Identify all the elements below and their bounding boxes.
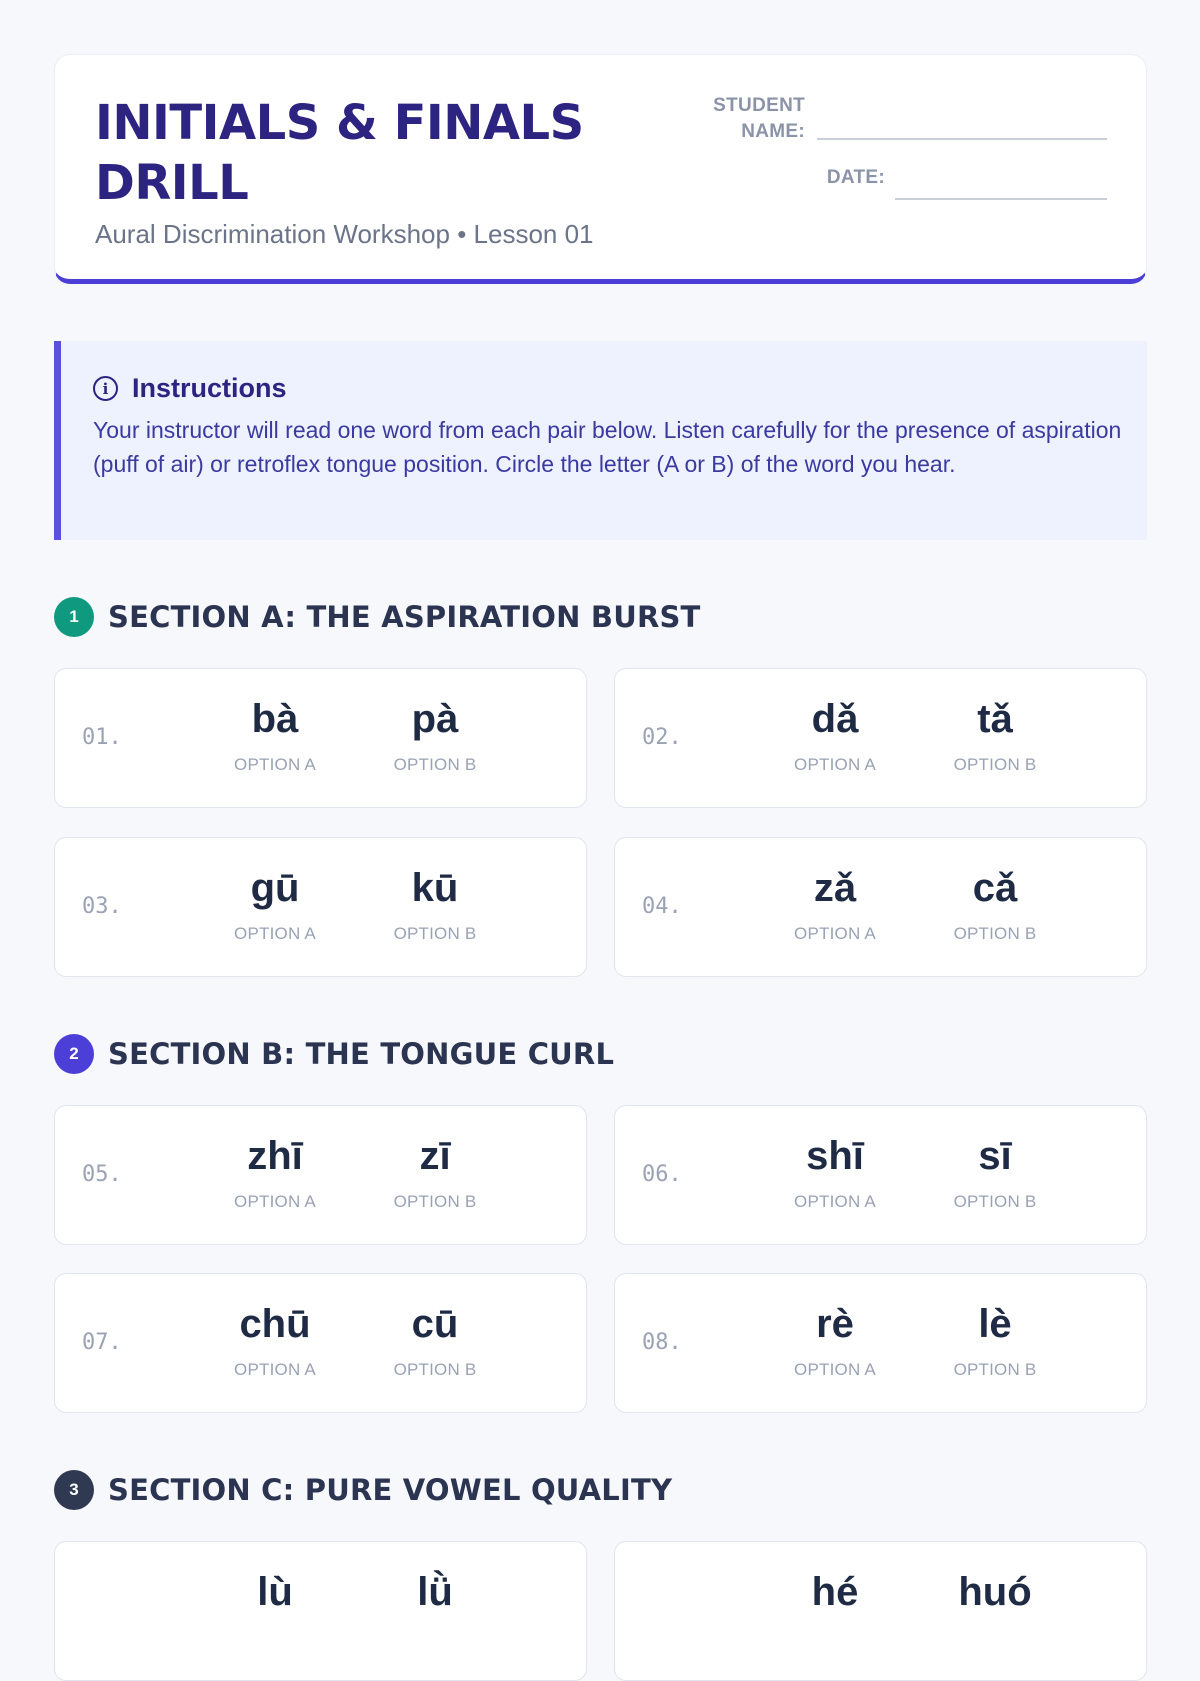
drill-card bbox=[614, 1105, 1147, 1245]
drill-card bbox=[614, 837, 1147, 977]
option-b[interactable] bbox=[375, 1298, 495, 1380]
option-b[interactable] bbox=[935, 1298, 1055, 1380]
option-b-word: tǎ bbox=[977, 697, 1013, 741]
option-b-word: pà bbox=[411, 697, 459, 741]
option-a-word: rè bbox=[816, 1302, 854, 1346]
drill-card bbox=[54, 668, 587, 808]
option-b[interactable] bbox=[935, 693, 1055, 775]
option-a[interactable] bbox=[215, 693, 335, 775]
date-label: DATE: bbox=[826, 167, 885, 188]
option-b-label: OPTION B bbox=[953, 1360, 1037, 1379]
option-b-word: huó bbox=[958, 1570, 1032, 1614]
option-b-label: OPTION B bbox=[953, 755, 1037, 774]
option-a-label: OPTION A bbox=[234, 1360, 316, 1379]
section-number-badge: 1 bbox=[54, 597, 94, 637]
item-number: 02. bbox=[642, 725, 682, 750]
instructions-header bbox=[93, 373, 287, 404]
item-number: 06. bbox=[642, 1162, 682, 1187]
student-name-label: STUDENT NAME: bbox=[713, 95, 805, 142]
option-b-word: lè bbox=[978, 1302, 1012, 1346]
info-icon: i bbox=[93, 376, 118, 401]
option-b-word: kū bbox=[411, 866, 459, 910]
section-a-header bbox=[54, 597, 701, 637]
option-a-label: OPTION A bbox=[794, 924, 876, 943]
option-b-label: OPTION B bbox=[393, 924, 477, 943]
section-title: SECTION B: THE TONGUE CURL bbox=[108, 1037, 615, 1071]
option-a-word: lù bbox=[257, 1570, 293, 1614]
item-number: 04. bbox=[642, 894, 682, 919]
option-b-label: OPTION B bbox=[393, 1192, 477, 1211]
option-a-word: shī bbox=[806, 1134, 864, 1178]
option-a-word: gū bbox=[250, 866, 300, 910]
option-a-word: bà bbox=[251, 697, 299, 741]
option-b[interactable] bbox=[375, 693, 495, 775]
section-b-header bbox=[54, 1034, 614, 1074]
item-number: 03. bbox=[82, 894, 122, 919]
option-a-word: dǎ bbox=[811, 697, 859, 741]
option-a-word: zhī bbox=[247, 1134, 303, 1178]
option-b-label: OPTION B bbox=[393, 755, 477, 774]
option-a-label: OPTION A bbox=[234, 755, 316, 774]
item-number: 05. bbox=[82, 1162, 122, 1187]
option-a[interactable] bbox=[215, 862, 335, 944]
option-b[interactable] bbox=[935, 1130, 1055, 1212]
option-a[interactable] bbox=[775, 862, 895, 944]
option-a[interactable] bbox=[215, 1130, 335, 1212]
section-number-badge: 2 bbox=[54, 1034, 94, 1074]
option-b-word: cǎ bbox=[972, 866, 1018, 910]
option-b-label: OPTION B bbox=[393, 1360, 477, 1379]
page-title: INITIALS & FINALS DRILL bbox=[95, 95, 584, 211]
drill-card bbox=[614, 1541, 1147, 1681]
item-number: 07. bbox=[82, 1330, 122, 1355]
option-a-word: chū bbox=[239, 1302, 311, 1346]
option-b-word: sī bbox=[978, 1134, 1012, 1178]
section-number-badge: 3 bbox=[54, 1470, 94, 1510]
option-b-word: zī bbox=[419, 1134, 451, 1178]
option-b[interactable] bbox=[375, 862, 495, 944]
drill-card bbox=[54, 1273, 587, 1413]
option-a-label: OPTION A bbox=[234, 924, 316, 943]
option-b-label: OPTION B bbox=[953, 1192, 1037, 1211]
option-a[interactable] bbox=[775, 1130, 895, 1212]
option-b-label: OPTION B bbox=[953, 924, 1037, 943]
option-a[interactable] bbox=[215, 1566, 335, 1618]
option-a[interactable] bbox=[215, 1298, 335, 1380]
drill-card bbox=[614, 1273, 1147, 1413]
drill-card bbox=[614, 668, 1147, 808]
option-b[interactable] bbox=[375, 1566, 495, 1618]
drill-card bbox=[54, 1541, 587, 1681]
option-a[interactable] bbox=[775, 1298, 895, 1380]
option-a-label: OPTION A bbox=[794, 755, 876, 774]
option-a[interactable] bbox=[775, 1566, 895, 1618]
instructions-title: Instructions bbox=[132, 373, 287, 403]
section-title: SECTION C: PURE VOWEL QUALITY bbox=[108, 1473, 673, 1507]
option-b[interactable] bbox=[935, 862, 1055, 944]
option-a-label: OPTION A bbox=[794, 1360, 876, 1379]
page-subtitle: Aural Discrimination Workshop • Lesson 01 bbox=[95, 219, 594, 249]
option-a-label: OPTION A bbox=[794, 1192, 876, 1211]
option-b[interactable] bbox=[935, 1566, 1055, 1618]
section-c-header bbox=[54, 1470, 672, 1510]
option-a[interactable] bbox=[775, 693, 895, 775]
drill-card bbox=[54, 837, 587, 977]
date-field[interactable] bbox=[895, 198, 1107, 200]
header-card bbox=[54, 54, 1147, 284]
option-a-word: hé bbox=[811, 1570, 859, 1614]
option-a-label: OPTION A bbox=[234, 1192, 316, 1211]
section-title: SECTION A: THE ASPIRATION BURST bbox=[108, 600, 701, 634]
student-name-field[interactable] bbox=[817, 138, 1107, 140]
option-b-word: lǜ bbox=[417, 1570, 453, 1614]
item-number: 08. bbox=[642, 1330, 682, 1355]
option-b[interactable] bbox=[375, 1130, 495, 1212]
drill-card bbox=[54, 1105, 587, 1245]
option-a-word: zǎ bbox=[813, 866, 857, 910]
instructions-text: Your instructor will read one word from each pair below. Listen carefully for the presence of aspiration (puff of air) or retroflex tongue position. Circle the letter (A or B) of the word you hear. bbox=[93, 417, 1122, 477]
option-b-word: cū bbox=[411, 1302, 459, 1346]
instructions-box bbox=[54, 341, 1147, 540]
item-number: 01. bbox=[82, 725, 122, 750]
